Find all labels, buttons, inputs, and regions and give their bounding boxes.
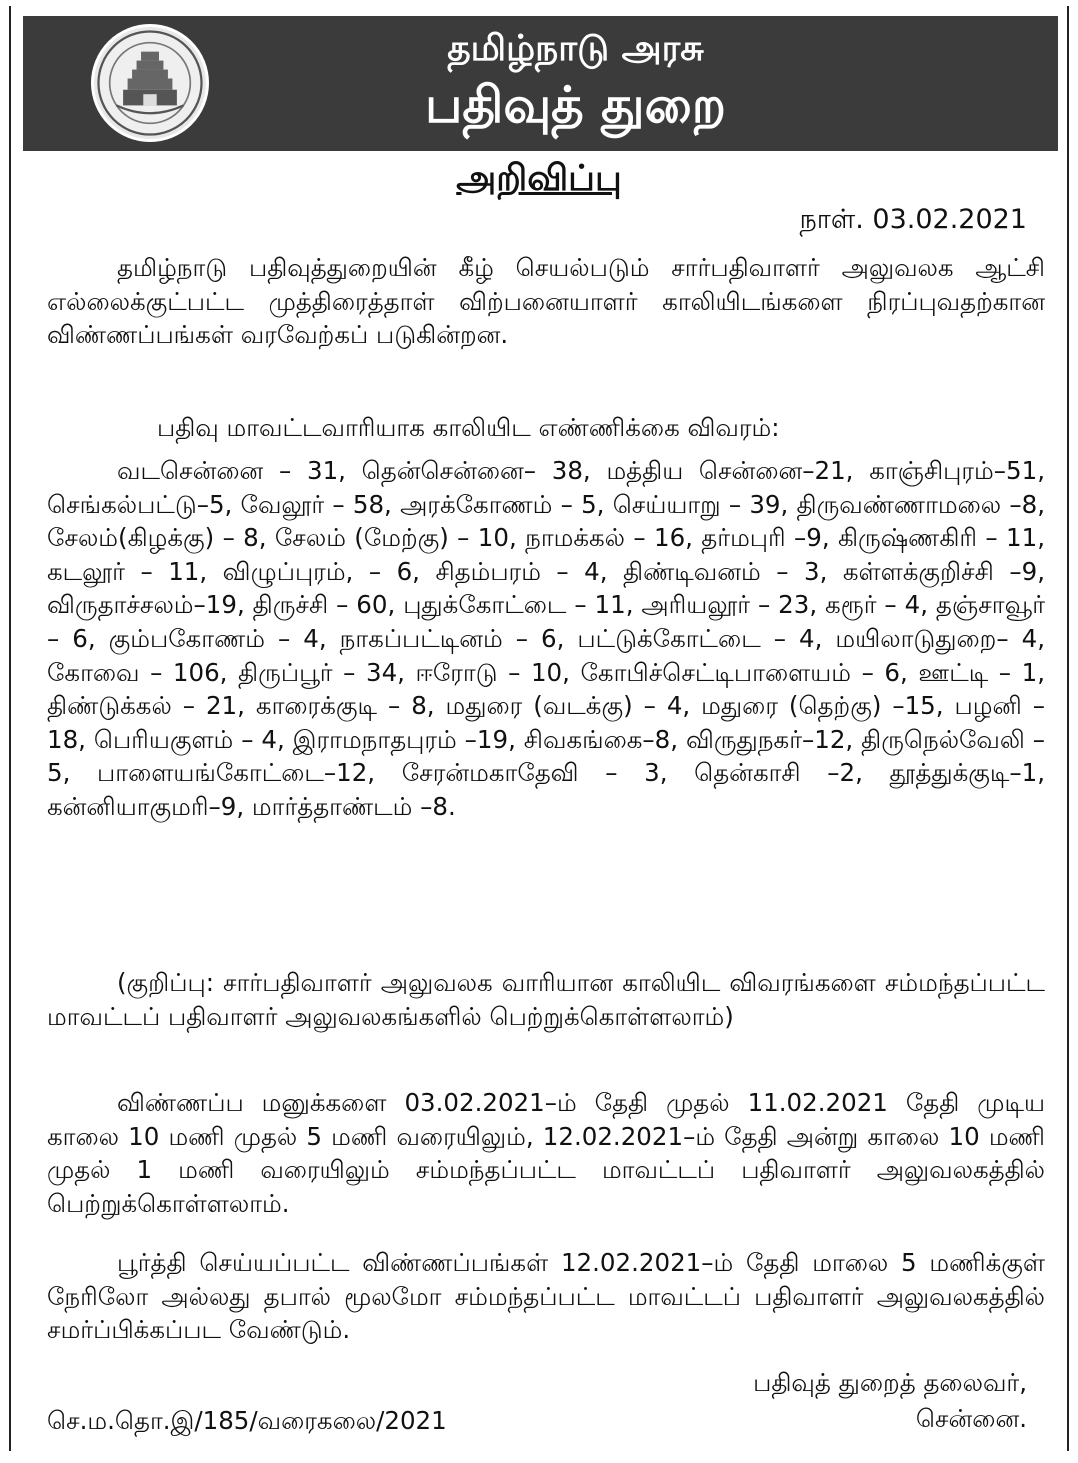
signatory-title: பதிவுத் துறைத் தலைவர்,: [753, 1368, 1027, 1397]
signatory-place: சென்னை.: [915, 1404, 1027, 1433]
vacancy-list: வடசென்னை – 31, தென்சென்னை– 38, மத்திய சென்னை–21, காஞ்சிபுரம்–51, செங்கல்பட்டு–5, வேலூர் – 58, அரக்கோணம் – 5, செய்யாறு – 39, திருவண்ணாமலை –8, சேலம்(கிழக்கு) – 8, சேலம் (மேற்கு) – 10, நாமக்கல் – 16, தர்மபுரி –9, கிருஷ்ணகிரி – 11, கடலூர் – 11, விழுப்புரம், – 6, சிதம்பரம் – 4, திண்டிவனம் – 3, கள்ளக்குறிச்சி –9, விருதாச்சலம்–19, திருச்சி – 60, புதுக்கோட்டை – 11, அரியலூர் – 23, கரூர் – 4, தஞ்சாவூர் – 6, கும்பகோணம் – 4, நாகப்பட்டினம் – 6, பட்டுக்கோட்டை – 4, மயிலாடுதுறை– 4, கோவை – 106, திருப்பூர் – 34, ஈரோடு – 10, கோபிச்செட்டிபாளையம் – 6, ஊட்டி – 1, திண்டுக்கல் – 21, காரைக்குடி – 8, மதுரை (வடக்கு) – 4, மதுரை (தெற்கு) –15, பழனி – 18, பெரியகுளம் – 4, இராமநாதபுரம் –19, சிவகங்கை–8, விருதுநகர்–12, திருநெல்வேலி – 5, பாளையங்கோட்டை–12, சேரன்மகாதேவி – 3, தென்காசி –2, தூத்துக்குடி–1, கன்னியாகுமரி–9, மார்த்தாண்டம் –8.: [47, 456, 1045, 821]
intro-paragraph: தமிழ்நாடு பதிவுத்துறையின் கீழ் செயல்படும் சார்பதிவாளர் அலுவலக ஆட்சி எல்லைக்குட்பட்ட முத்திரைத்தாள் விற்பனையாளர் காலியிடங்களை நிரப்புவதற்கான விண்ணப்பங்கள் வரவேற்கப் படுகின்றன.: [47, 253, 1045, 350]
note-paragraph: (குறிப்பு: சார்பதிவாளர் அலுவலக வாரியான காலியிட விவரங்களை சம்மந்தப்பட்ட மாவட்டப் பதிவாளர் அலுவலகங்களில் பெற்றுக்கொள்ளலாம்): [47, 968, 1045, 1031]
notice-title: அறிவிப்பு: [456, 158, 622, 199]
submission-paragraph: பூர்த்தி செய்யப்பட்ட விண்ணப்பங்கள் 12.02.2021–ம் தேதி மாலை 5 மணிக்குள் நேரிலோ அல்லது தபால் மூலமோ சம்மந்தப்பட்ட மாவட்டப் பதிவாளர் அலுவலகத்தில் சமர்ப்பிக்கப்பட வேண்டும்.: [47, 1248, 1045, 1345]
government-name: தமிழ்நாடு அரசு: [447, 28, 704, 69]
notice-date: நாள். 03.02.2021: [799, 204, 1027, 235]
header-banner: [23, 16, 1058, 151]
notice-page: [9, 6, 1069, 1451]
department-name: பதிவுத் துறை: [425, 76, 726, 134]
reference-number: செ.ம.தொ.இ/185/வரைகலை/2021: [47, 1406, 447, 1435]
vacancy-heading: பதிவு மாவட்டவாரியாக காலியிட எண்ணிக்கை விவரம்:: [157, 413, 780, 442]
application-period-paragraph: விண்ணப்ப மனுக்களை 03.02.2021–ம் தேதி முதல் 11.02.2021 தேதி முடிய காலை 10 மணி முதல் 5 மணி வரையிலும், 12.02.2021–ம் தேதி அன்று காலை 10 மணி முதல் 1 மணி வரையிலும் சம்மந்தப்பட்ட மாவட்டப் பதிவாளர் அலுவலகத்தில் பெற்றுக்கொள்ளலாம்.: [47, 1088, 1045, 1218]
